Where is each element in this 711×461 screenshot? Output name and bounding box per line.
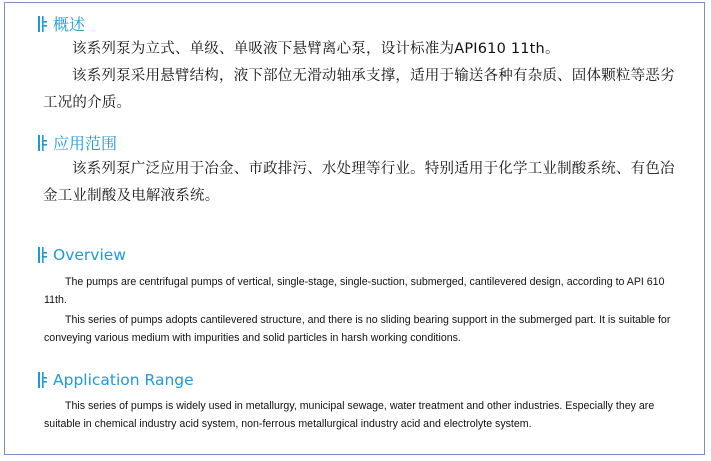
section-title: Overview bbox=[53, 246, 126, 264]
section-title: 应用范围 bbox=[53, 134, 118, 153]
section-marker-icon bbox=[38, 246, 48, 264]
section-heading-application-cn bbox=[38, 131, 117, 154]
section-marker-icon bbox=[38, 371, 48, 389]
section-marker-icon bbox=[38, 134, 48, 152]
section-title: 概述 bbox=[53, 15, 86, 34]
paragraph: The pumps are centrifugal pumps of vertical, single-stage, single-suction, submerged, cantilevered design, according to API 610 11th. bbox=[44, 276, 665, 306]
paragraph: This series of pumps adopts cantilevered structure, and there is no sliding bearing support in the submerged part. It is suitable for conveying various medium with impurities and solid particles in harsh working conditions. bbox=[44, 314, 671, 344]
paragraph: This series of pumps is widely used in metallurgy, municipal sewage, water treatment and other industries. Especially they are suitable in chemical industry acid system, non-ferrous metallurgical industry acid and electrolyte system. bbox=[44, 400, 655, 430]
paragraph: 该系列泵采用悬臂结构，液下部位无滑动轴承支撑，适用于输送各种有杂质、固体颗粒等恶劣工况的介质。 bbox=[43, 68, 675, 111]
section-title: Application Range bbox=[53, 371, 194, 389]
section-heading-application-en bbox=[38, 371, 194, 389]
paragraph: 该系列泵广泛应用于冶金、市政排污、水处理等行业。特别适用于化学工业制酸系统、有色冶金工业制酸及电解液系统。 bbox=[43, 161, 675, 204]
paragraph: 该系列泵为立式、单级、单吸液下悬臂离心泵，设计标准为API610 11th。 bbox=[72, 41, 560, 57]
section-heading-overview-en bbox=[38, 246, 126, 264]
section-heading-overview-cn bbox=[38, 12, 85, 35]
section-marker-icon bbox=[38, 15, 48, 33]
